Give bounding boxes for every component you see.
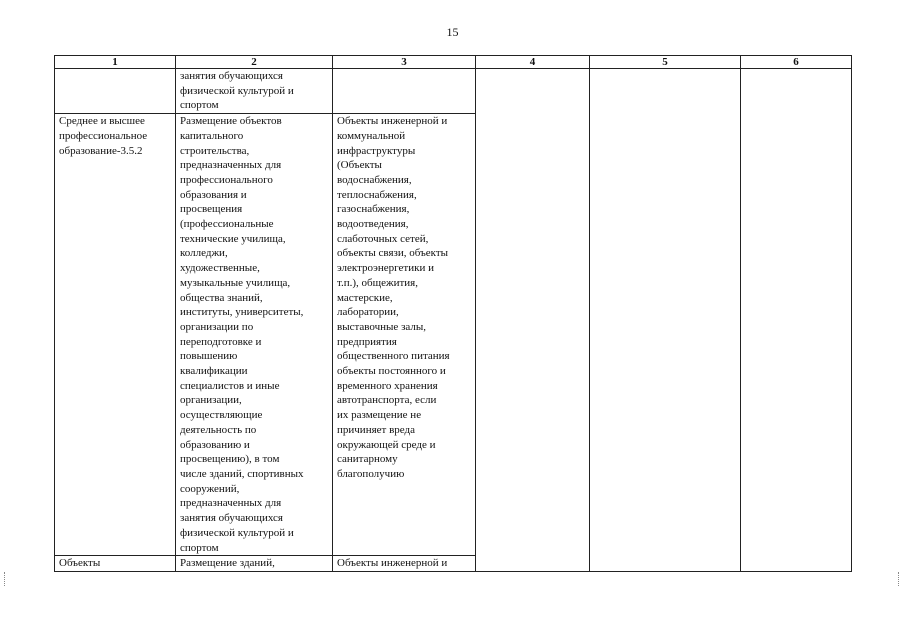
cell-text: Объекты инженерной и коммунальной инфраструктуры (Объекты водоснабжения, теплоснабжения, газоснабжения, водоотведения, слаботочных сетей, объекты связи, объекты электроэнергетики и т.п.), общежития, мастерские, лаборатории, выставочные залы, предприятия общественного питания объекты постоянного и временного хранения автотранспорта, если их размещение не причиняет вреда окружающей среде и санитарному благополучию bbox=[337, 115, 450, 480]
scan-edge-mark-left bbox=[4, 572, 7, 586]
table-cell bbox=[333, 69, 476, 114]
cell-text: Размещение объектов капитального строительства, предназначенных для профессионального образования и просвещения (профессиональные технические училища, колледжи, художественные, музыкальные училища, общества знаний, институты, университеты, организации по переподготовке и повышению квалификации специалистов и иные организации, осуществляющие деятельность по образованию и просвещению), в том числе зданий, спортивных сооружений, предназначенных для занятия обучающихся физической культурой и спортом bbox=[180, 115, 304, 554]
table-cell bbox=[176, 114, 333, 556]
cell-text: занятия обучающихся физической культурой и спортом bbox=[180, 70, 294, 112]
column-header-1: 1 bbox=[55, 56, 176, 69]
table-cell bbox=[176, 69, 333, 114]
table-row bbox=[55, 69, 852, 114]
column-header-2: 2 bbox=[176, 56, 333, 69]
table-cell bbox=[55, 69, 176, 114]
scan-edge-mark-right bbox=[898, 572, 901, 586]
table-cell bbox=[333, 114, 476, 556]
cell-text: Среднее и высшее профессиональное образование-3.5.2 bbox=[59, 115, 148, 157]
table-cell bbox=[333, 556, 476, 572]
cell-text: Объекты инженерной и bbox=[337, 557, 448, 570]
column-header-3: 3 bbox=[333, 56, 476, 69]
table-cell bbox=[590, 69, 741, 572]
column-header-4: 4 bbox=[476, 56, 590, 69]
page-number: 15 bbox=[446, 25, 459, 39]
table-cell bbox=[55, 114, 176, 556]
land-use-table bbox=[54, 55, 852, 572]
table-cell bbox=[176, 556, 333, 572]
column-header-5: 5 bbox=[590, 56, 741, 69]
cell-text: Размещение зданий, bbox=[180, 557, 275, 570]
table-header-row bbox=[55, 56, 852, 69]
table-cell bbox=[55, 556, 176, 572]
cell-text: Объекты bbox=[59, 557, 101, 570]
column-header-6: 6 bbox=[741, 56, 852, 69]
table-cell bbox=[741, 69, 852, 572]
table-cell bbox=[476, 69, 590, 572]
